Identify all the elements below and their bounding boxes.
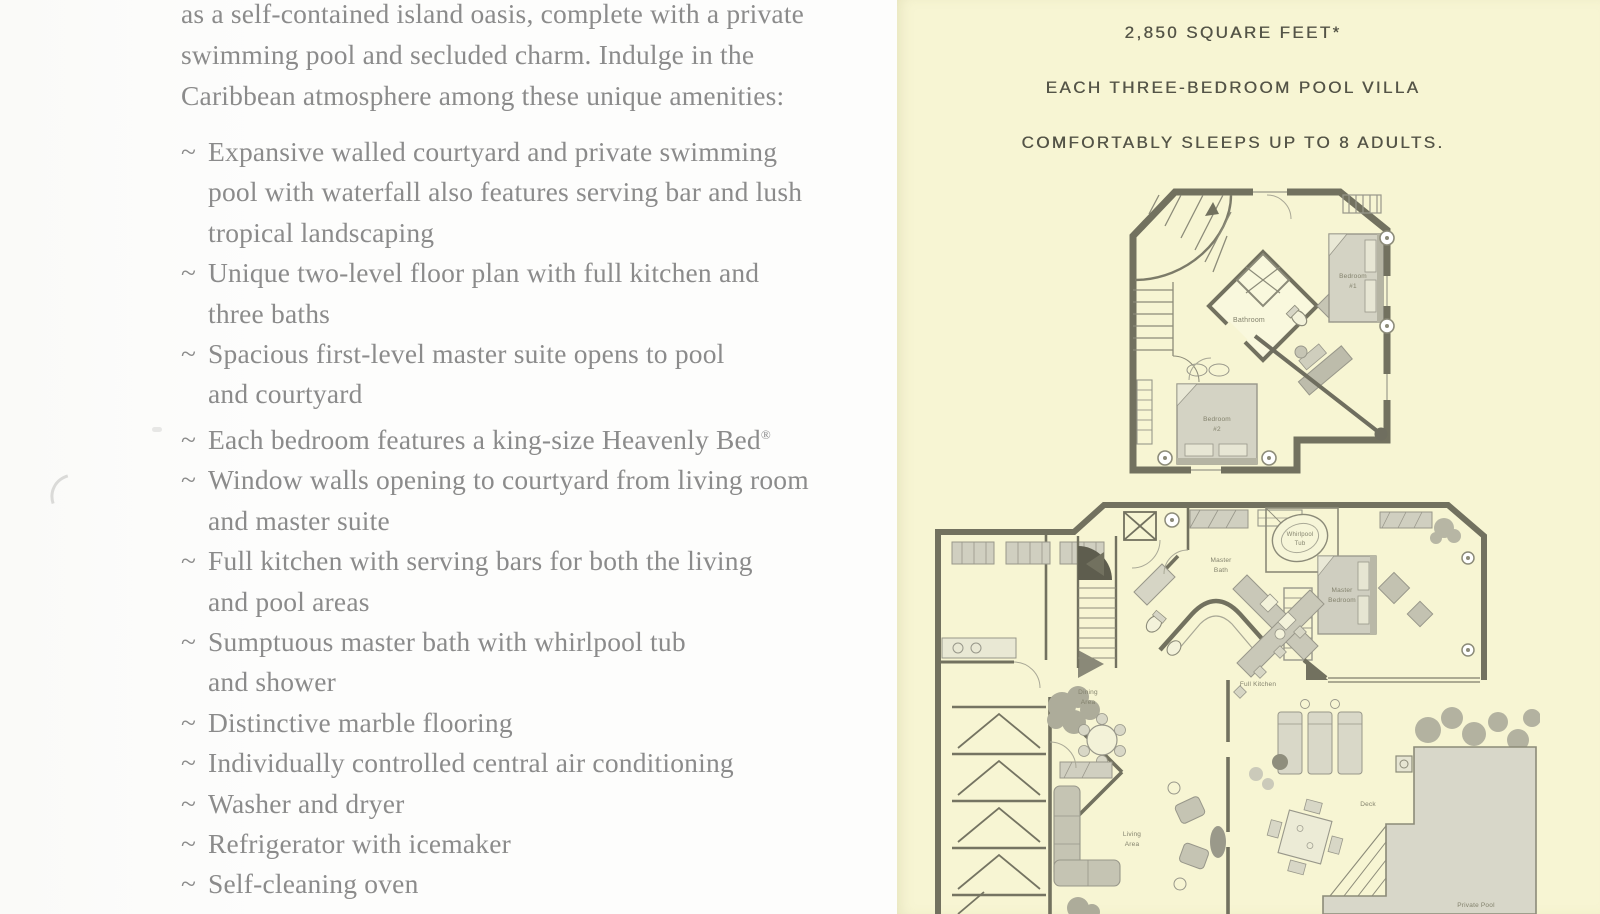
amenity-line: tropical landscaping [208, 216, 435, 248]
amenity-line: ~ Sumptuous master bath with whirlpool tub [181, 622, 881, 662]
living-label2: Area [1124, 841, 1140, 848]
amenity-item [181, 743, 881, 783]
amenity-line: ~ Window walls opening to courtyard from living room [181, 460, 881, 500]
amenity-line: ~ Expansive walled courtyard and private swimming [181, 132, 881, 172]
intro-line: as a self-contained island oasis, complete with a private [181, 0, 805, 29]
amenity-item [181, 864, 881, 904]
whirlpool-label1: Whirlpool [1286, 532, 1314, 538]
amenity-line: ~ Washer and dryer [181, 784, 881, 824]
amenity-line: and master suite [208, 504, 390, 536]
amenity-line: three baths [208, 297, 331, 329]
amenities-list [181, 132, 881, 905]
dining-label2: Area [1080, 699, 1096, 706]
tilde-bullet: ~ [181, 464, 197, 496]
spec-headings [897, 5, 1569, 170]
lower-stairs [1078, 536, 1116, 668]
right-page-panel [897, 0, 1600, 914]
bedroom1-number: #1 [1349, 283, 1357, 290]
deck-label: Deck [1360, 801, 1376, 808]
amenity-line: and shower [208, 666, 337, 698]
desk-chair [1295, 346, 1307, 358]
bedroom2-label: Bedroom [1203, 416, 1231, 423]
master-bath-label1: Master [1210, 557, 1232, 564]
spec-heading-line: COMFORTABLY SLEEPS UP TO 8 ADULTS. [1021, 133, 1445, 152]
amenity-item [181, 824, 881, 864]
plant-icon [1249, 767, 1274, 790]
amenity-line: ~ Self-cleaning oven [181, 864, 881, 904]
full-kitchen-label: Full Kitchen [1239, 681, 1277, 688]
tilde-bullet: ~ [181, 257, 197, 289]
bath-vanity [1134, 564, 1175, 605]
amenity-item [181, 541, 881, 622]
amenity-line: ~ Full kitchen with serving bars for both the living [181, 541, 881, 581]
tilde-bullet: ~ [181, 626, 197, 658]
courtyard-chevron-wall [952, 707, 1046, 914]
master-bedroom [1318, 512, 1474, 656]
tilde-bullet: ~ [181, 787, 197, 819]
lower-floor-plan [928, 492, 1540, 914]
tilde-bullet: ~ [181, 747, 197, 779]
amenity-item [181, 415, 881, 461]
amenity-item [181, 784, 881, 824]
master-bedroom-label2: Bedroom [1328, 597, 1356, 604]
amenity-line: ~ Refrigerator with icemaker [181, 824, 881, 864]
living-area [1054, 762, 1226, 914]
tilde-bullet: ~ [181, 338, 197, 370]
living-label1: Living [1122, 831, 1142, 838]
amenity-line: and courtyard [208, 378, 363, 410]
bedroom2-number: #2 [1213, 426, 1221, 433]
master-bedroom-label1: Master [1331, 587, 1353, 594]
full-kitchen [1233, 575, 1328, 698]
amenity-line: ~ Distinctive marble flooring [181, 703, 881, 743]
intro-paragraph [181, 0, 871, 116]
bedroom1-label: Bedroom [1339, 273, 1367, 280]
amenity-line: pool with waterfall also features serving bar and lush [208, 176, 803, 208]
amenity-line: ~ Unique two-level floor plan with full kitchen and [181, 253, 881, 293]
whirlpool-label2: Tub [1294, 541, 1306, 547]
amenity-item [181, 253, 881, 334]
dining-area [1047, 686, 1126, 767]
spec-heading-line: 2,850 SQUARE FEET* [1124, 23, 1342, 42]
tilde-bullet: ~ [181, 828, 197, 860]
scan-artifact-dot [152, 427, 162, 432]
plant-icon [1415, 707, 1540, 751]
amenity-line: ~ Each bedroom features a king-size Heavenly Bed® [181, 415, 881, 461]
tilde-bullet: ~ [181, 545, 197, 577]
master-bath-label2: Bath [1213, 567, 1229, 574]
amenity-item [181, 703, 881, 743]
amenity-item [181, 132, 881, 253]
amenity-line: ~ Spacious first-level master suite opens to pool [181, 334, 881, 374]
amenity-item [181, 460, 881, 541]
amenity-line: and pool areas [208, 585, 370, 617]
upper-floor-plan [1115, 178, 1395, 478]
private-pool-label: Private Pool [1457, 902, 1495, 909]
tilde-bullet: ~ [181, 136, 197, 167]
entry-skylight [1124, 512, 1156, 540]
intro-line: Caribbean atmosphere among these unique amenities: [181, 80, 785, 111]
deck-table [1260, 792, 1351, 883]
amenity-line: ~ Individually controlled central air conditioning [181, 743, 881, 783]
stair-pointer [1078, 650, 1104, 678]
plant-icon [1067, 897, 1100, 914]
tilde-bullet: ~ [181, 424, 197, 455]
tilde-bullet: ~ [181, 868, 197, 900]
upper-bedroom1 [1329, 234, 1383, 322]
bathroom-label: Bathroom [1233, 317, 1265, 324]
spec-heading-line: EACH THREE-BEDROOM POOL VILLA [1045, 78, 1421, 97]
plant-icon [1430, 518, 1461, 544]
upper-bedroom2 [1137, 364, 1257, 464]
dresser [1380, 512, 1432, 528]
tilde-bullet: ~ [181, 706, 197, 738]
intro-line: swimming pool and secluded charm. Indulge in the [181, 39, 755, 70]
scan-artifact-arc [42, 465, 110, 532]
amenity-item [181, 334, 881, 415]
amenity-item [181, 622, 881, 703]
dining-label1: Dining [1078, 689, 1098, 696]
